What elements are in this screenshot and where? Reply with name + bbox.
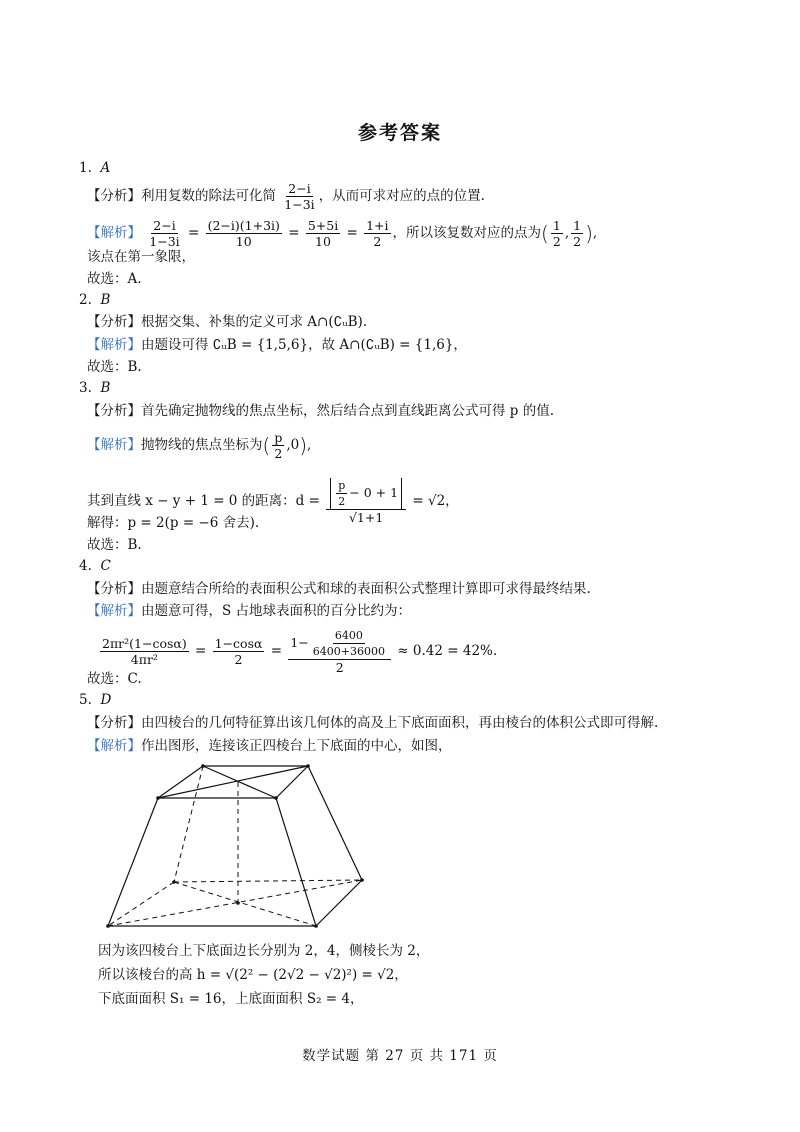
frustum-figure bbox=[100, 760, 370, 930]
q3-distance: 其到直线 x − y + 1 = 0 的距离：d = $\frac{p}{2}$ − 0 + 1 √1+1 = √2， bbox=[87, 479, 459, 525]
q1-answer: A bbox=[100, 160, 111, 176]
q2-number: 2. B bbox=[79, 292, 111, 308]
q1-solution: 【解析】 $\frac{2-i}{1-3i}$ = $\frac{(2-i)(1+3i)}{10}$ = $\frac{5+5i}{10}$ = $\frac{1+i}{2}$ ，所以该复数对应的点为( $\frac{1}{2}$ , $\frac{1}{2}$ ), bbox=[87, 218, 598, 249]
q5-line-b: 所以该棱台的高 h = √(2² − (2√2 − √2)²) = √2， bbox=[98, 967, 408, 983]
q1-line2: 该点在第一象限， bbox=[87, 249, 195, 265]
page-footer: 数学试题 第 27 页 共 171 页 bbox=[302, 1048, 498, 1064]
q5-solution: 【解析】作出图形，连接该正四棱台上下底面的中心，如图， bbox=[87, 738, 452, 754]
q4-analysis: 【分析】由题意结合所给的表面积公式和球的表面积公式整理计算即可求得最终结果. bbox=[87, 581, 591, 597]
q5-analysis: 【分析】由四棱台的几何特征算出该几何体的高及上下底面面积，再由棱台的体积公式即可得解. bbox=[87, 715, 659, 731]
q3-solution: 【解析】抛物线的焦点坐标为( $\frac{p}{2}$ ,0), bbox=[87, 430, 312, 461]
q5-line-a: 因为该四棱台上下底面边长分别为 2，4，侧棱长为 2， bbox=[98, 943, 430, 959]
q2-solution: 【解析】由题设可得 ∁ᵤB = {1,5,6}，故 A∩(∁ᵤB) = {1,6}， bbox=[87, 337, 467, 353]
page-title: 参考答案 bbox=[357, 122, 442, 144]
q1-analysis: 【分析】利用复数的除法可化简 $\frac{2-i}{1-3i}$ ，从而可求对应的点的位置. bbox=[87, 181, 485, 212]
q3-line3: 解得：p = 2(p = −6 舍去). bbox=[87, 515, 260, 531]
q4-line3: 故选：C. bbox=[87, 671, 142, 687]
q4-number: 4. C bbox=[79, 558, 111, 574]
q1-analysis-fraction: $\frac{2-i}{1-3i}$ bbox=[284, 181, 315, 212]
q2-analysis: 【分析】根据交集、补集的定义可求 A∩(∁ᵤB). bbox=[87, 314, 368, 330]
q5-line-c: 下底面面积 S₁ = 16，上底面面积 S₂ = 4， bbox=[98, 991, 364, 1007]
q3-analysis: 【分析】首先确定抛物线的焦点坐标，然后结合点到直线距离公式可得 p 的值. bbox=[87, 403, 555, 419]
q1-number: 1. A bbox=[79, 160, 111, 176]
q1-line3: 故选：A. bbox=[87, 271, 142, 287]
q3-line4: 故选：B. bbox=[87, 537, 142, 553]
q5-number: 5. D bbox=[79, 692, 112, 708]
q3-number: 3. B bbox=[79, 380, 111, 396]
q4-formula: $\frac{\text{2πr²(1−cosα)}}{\text{4πr²}}$ = $\frac{1-\cos\alpha}{2}$ = 1− $\frac{6400}{6400+36000}$ 2 ≈ 0.42 = 42%. bbox=[102, 629, 498, 675]
q4-solution: 【解析】由题意可得，S 占地球表面积的百分比约为： bbox=[87, 603, 412, 619]
solution-tag: 【解析】 bbox=[87, 225, 141, 241]
analysis-tag: 【分析】 bbox=[87, 188, 141, 204]
q2-line3: 故选：B. bbox=[87, 359, 142, 375]
